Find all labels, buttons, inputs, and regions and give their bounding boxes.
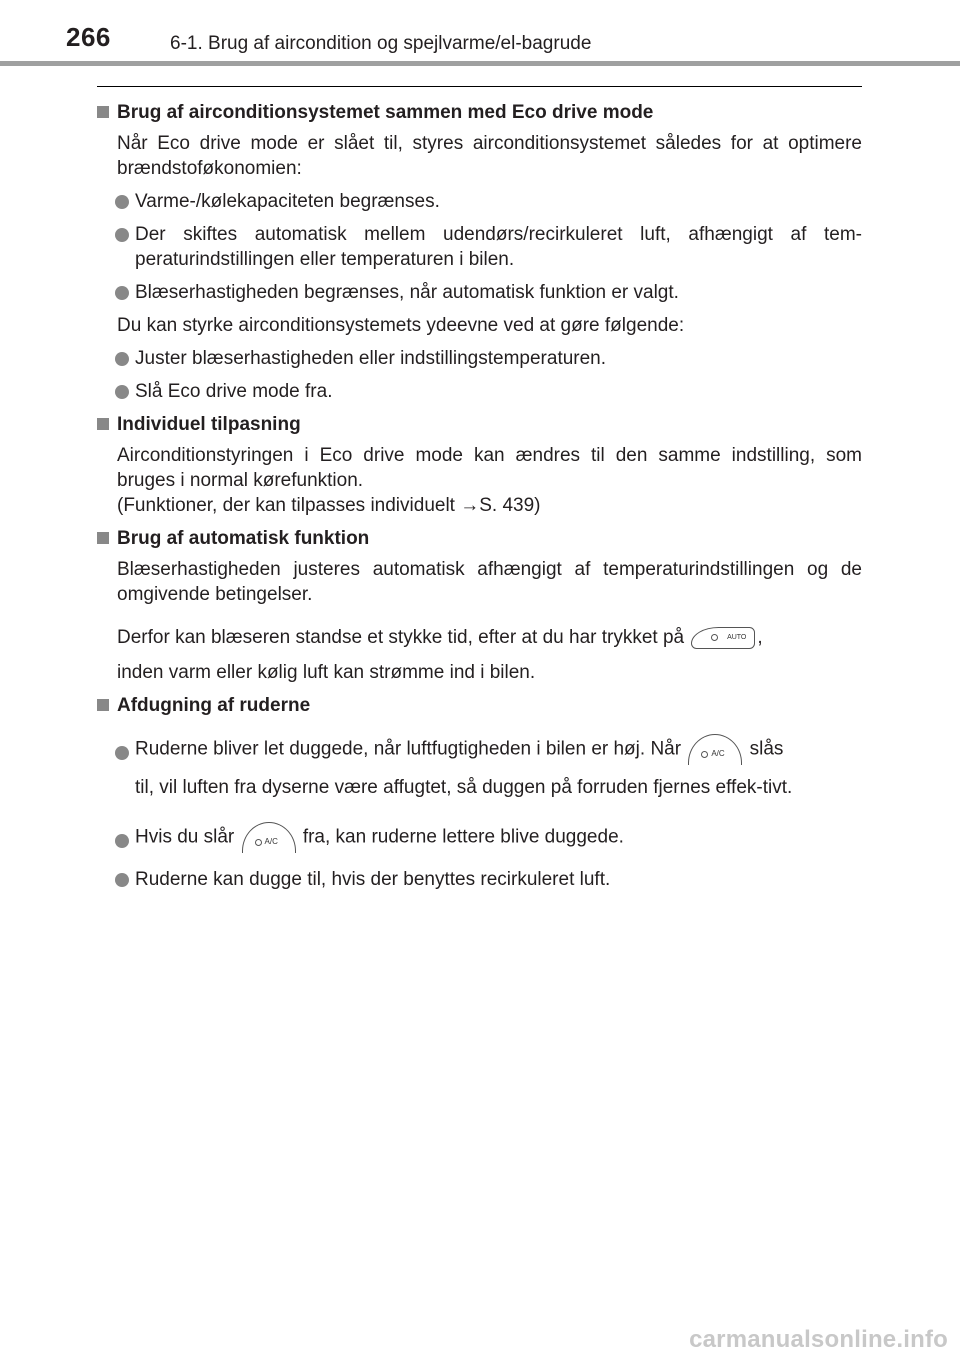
section-eco-drive — [97, 100, 862, 404]
list-item: Der skiftes automatisk mellem udendørs/recirkuleret luft, afhængigt af tem-peraturindstillingen eller temperaturen i bilen. — [115, 222, 862, 272]
square-bullet-icon — [97, 106, 109, 118]
section-auto-mode — [97, 526, 862, 685]
round-bullet-icon — [115, 352, 129, 366]
round-bullet-icon — [115, 873, 129, 887]
paragraph: Derfor kan blæseren standse et stykke tid, efter at du har trykket på AUTO , — [117, 627, 763, 648]
heading-text: Individuel tilpasning — [117, 414, 301, 435]
round-bullet-icon — [115, 286, 129, 300]
bullet-list — [115, 189, 862, 305]
page-content — [97, 94, 862, 892]
heading-text: Brug af airconditionsystemet sammen med Eco drive mode — [117, 102, 654, 123]
list-item: Blæserhastigheden begrænses, når automatisk funktion er valgt. — [115, 280, 862, 305]
paragraph: Airconditionstyringen i Eco drive mode kan ændres til den samme indstilling, som bruges i normal kørefunktion. — [117, 445, 862, 491]
round-bullet-icon — [115, 834, 129, 848]
paragraph: (Funktioner, der kan tilpasses individuelt →S. 439) — [117, 495, 541, 516]
section-customization — [97, 412, 862, 518]
list-item: Ruderne bliver let duggede, når luftfugtigheden i bilen er høj. Når A/C slås til, vil luften fra dyserne være affugtet, så duggen på forruden fjernes effek-tivt. — [115, 734, 862, 800]
heading-text: Afdugning af ruderne — [117, 695, 311, 716]
paragraph: Du kan styrke airconditionsystemets ydeevne ved at gøre følgende: — [117, 315, 685, 336]
square-bullet-icon — [97, 699, 109, 711]
list-item: Slå Eco drive mode fra. — [115, 379, 862, 404]
heading-text: Brug af automatisk funktion — [117, 528, 370, 549]
list-item: Hvis du slår A/C fra, kan ruderne lettere blive duggede. — [115, 822, 862, 853]
round-bullet-icon — [115, 385, 129, 399]
auto-button-icon: AUTO — [691, 627, 755, 649]
section-defogging — [97, 693, 862, 892]
section-heading — [97, 693, 862, 718]
paragraph: Når Eco drive mode er slået til, styres airconditionsystemet således for at optimere brændstoføkonomien: — [117, 133, 862, 179]
list-item: Ruderne kan dugge til, hvis der benyttes recirkuleret luft. — [115, 867, 862, 892]
page-header — [0, 0, 960, 64]
watermark-logo: carmanualsonline.info — [689, 1326, 948, 1353]
square-bullet-icon — [97, 532, 109, 544]
paragraph: Blæserhastigheden justeres automatisk afhængigt af temperaturindstillingen og de omgivende betingelser. — [117, 559, 862, 605]
bullet-list — [115, 346, 862, 404]
round-bullet-icon — [115, 746, 129, 760]
round-bullet-icon — [115, 228, 129, 242]
paragraph: inden varm eller kølig luft kan strømme ind i bilen. — [117, 662, 536, 683]
ac-button-icon: A/C — [688, 734, 742, 765]
section-heading — [97, 412, 862, 437]
list-item: Varme-/kølekapaciteten begrænses. — [115, 189, 862, 214]
bullet-list — [115, 734, 862, 892]
square-bullet-icon — [97, 418, 109, 430]
chapter-title: 6-1. Brug af aircondition og spejlvarme/el-bagrude — [170, 33, 592, 54]
list-item: Juster blæserhastigheden eller indstillingstemperaturen. — [115, 346, 862, 371]
header-band — [0, 61, 960, 66]
section-heading — [97, 526, 862, 551]
round-bullet-icon — [115, 195, 129, 209]
page-number: 266 — [66, 22, 111, 52]
ac-button-icon: A/C — [242, 822, 296, 853]
section-heading — [97, 100, 862, 125]
section-divider — [97, 86, 862, 87]
